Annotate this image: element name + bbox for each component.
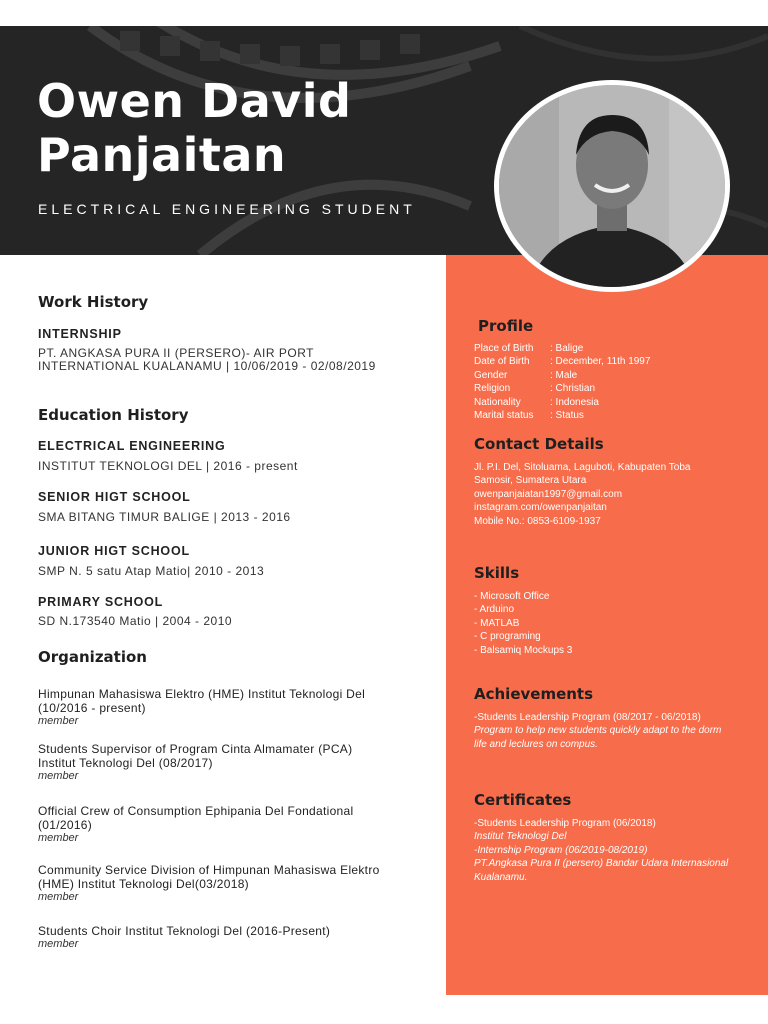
achievement-description: Program to help new students quickly adapt to the dorm — [474, 725, 722, 737]
work-item-line-1: PT. ANGKASA PURA II (PERSERO)- AIR PORT — [38, 346, 315, 360]
education-item-head: PRIMARY SCHOOL — [38, 595, 164, 609]
skills-list — [474, 590, 754, 657]
contact-instagram-link[interactable]: instagram.com/owenpanjaitan — [474, 502, 607, 514]
work-history-heading: Work History — [38, 293, 149, 311]
skill-item: - C programing — [474, 631, 541, 643]
achievement-description: life and leclures on compus. — [474, 738, 598, 750]
org-role: member — [38, 715, 79, 727]
education-item-head: JUNIOR HIGT SCHOOL — [38, 544, 190, 558]
profile-value: : Status — [550, 410, 584, 422]
certificates-heading: Certificates — [474, 791, 572, 809]
profile-photo — [494, 80, 730, 292]
org-title-line-1: Himpunan Mahasiswa Elektro (HME) Institut Teknologi Del — [38, 687, 366, 701]
work-item-head: INTERNSHIP — [38, 327, 122, 341]
profile-value: : Christian — [550, 383, 596, 395]
profile-key: Place of Birth — [474, 343, 534, 354]
org-title-line-1: Students Choir Institut Teknologi Del (2016-Present) — [38, 924, 331, 938]
organization-item — [38, 924, 428, 951]
org-title-line-2: (10/2016 - present) — [38, 701, 146, 715]
education-heading: Education History — [38, 406, 189, 424]
name-line-1: Owen David — [37, 74, 352, 128]
contact-address-line-2: Samosir, Sumatera Utara — [474, 475, 587, 487]
skill-item: - Balsamiq Mockups 3 — [474, 644, 573, 656]
work-item-line-2: INTERNATIONAL KUALANAMU | 10/06/2019 - 02/08/2019 — [38, 359, 376, 373]
name-line-2: Panjaitan — [37, 128, 287, 182]
profile-heading: Profile — [478, 317, 534, 335]
profile-key: Marital status — [474, 410, 534, 422]
org-role: member — [38, 832, 79, 844]
contact-phone: Mobile No.: 0853-6109-1937 — [474, 515, 601, 527]
contact-address-line-1: Jl. P.I. Del, Sitoluama, Laguboti, Kabupaten Toba — [474, 462, 691, 473]
achievements-heading: Achievements — [474, 685, 594, 703]
organization-item — [38, 687, 428, 728]
skill-item: - MATLAB — [474, 617, 520, 629]
certificate-line: Institut Teknologi Del — [474, 831, 567, 843]
skills-heading: Skills — [474, 564, 520, 582]
contact-details — [474, 461, 759, 528]
contact-email-link[interactable]: owenpanjaiatan1997@gmail.com — [474, 488, 623, 500]
contact-heading: Contact Details — [474, 435, 604, 453]
org-title-line-1: Students Supervisor of Program Cinta Almamater (PCA) — [38, 742, 353, 756]
certificate-line: PT.Angkasa Pura II (persero) Bandar Udara Internasional — [474, 858, 729, 870]
education-item-head: SENIOR HIGT SCHOOL — [38, 490, 191, 504]
achievements-details — [474, 711, 759, 751]
skill-item: - Microsoft Office — [474, 591, 550, 602]
profile-key: Nationality — [474, 396, 521, 408]
organization-item — [38, 804, 428, 845]
certificate-line: Kualanamu. — [474, 871, 528, 883]
profile-value: : Indonesia — [550, 396, 599, 408]
skill-item: - Arduino — [474, 604, 515, 616]
org-title-line-2: Institut Teknologi Del (08/2017) — [38, 756, 213, 770]
education-item-body: SMP N. 5 satu Atap Matio| 2010 - 2013 — [38, 564, 265, 578]
education-item-body: SMA BITANG TIMUR BALIGE | 2013 - 2016 — [38, 510, 291, 524]
organization-item — [38, 863, 428, 904]
profile-value: : Male — [550, 369, 578, 381]
job-subtitle: ELECTRICAL ENGINEERING STUDENT — [38, 201, 416, 217]
certificate-line: -Students Leadership Program (06/2018) — [474, 818, 656, 829]
org-role: member — [38, 938, 79, 950]
profile-value: : December, 11th 1997 — [550, 356, 651, 368]
org-role: member — [38, 891, 79, 903]
profile-key: Date of Birth — [474, 356, 530, 368]
profile-key: Religion — [474, 383, 511, 395]
org-title-line-1: Official Crew of Consumption Ephipania Del Fondational — [38, 804, 354, 818]
org-title-line-2: (01/2016) — [38, 818, 93, 832]
profile-details — [474, 342, 754, 422]
org-title-line-2: (HME) Institut Teknologi Del(03/2018) — [38, 877, 249, 891]
org-title-line-1: Community Service Division of Himpunan Mahasiswa Elektro — [38, 863, 380, 877]
org-role: member — [38, 770, 79, 782]
profile-key: Gender — [474, 369, 508, 381]
profile-value: : Balige — [550, 343, 584, 354]
organization-heading: Organization — [38, 648, 147, 666]
achievement-line: -Students Leadership Program (08/2017 - 06/2018) — [474, 712, 701, 723]
certificate-line: -Internship Program (06/2019-08/2019) — [474, 844, 648, 856]
organization-item — [38, 742, 428, 783]
certificates-details — [474, 817, 764, 884]
education-item-body: SD N.173540 Matio | 2004 - 2010 — [38, 614, 233, 628]
education-item-head: ELECTRICAL ENGINEERING — [38, 439, 226, 453]
education-item-body: INSTITUT TEKNOLOGI DEL | 2016 - present — [38, 459, 298, 473]
candidate-name — [37, 74, 457, 182]
person-avatar-icon — [499, 85, 725, 287]
